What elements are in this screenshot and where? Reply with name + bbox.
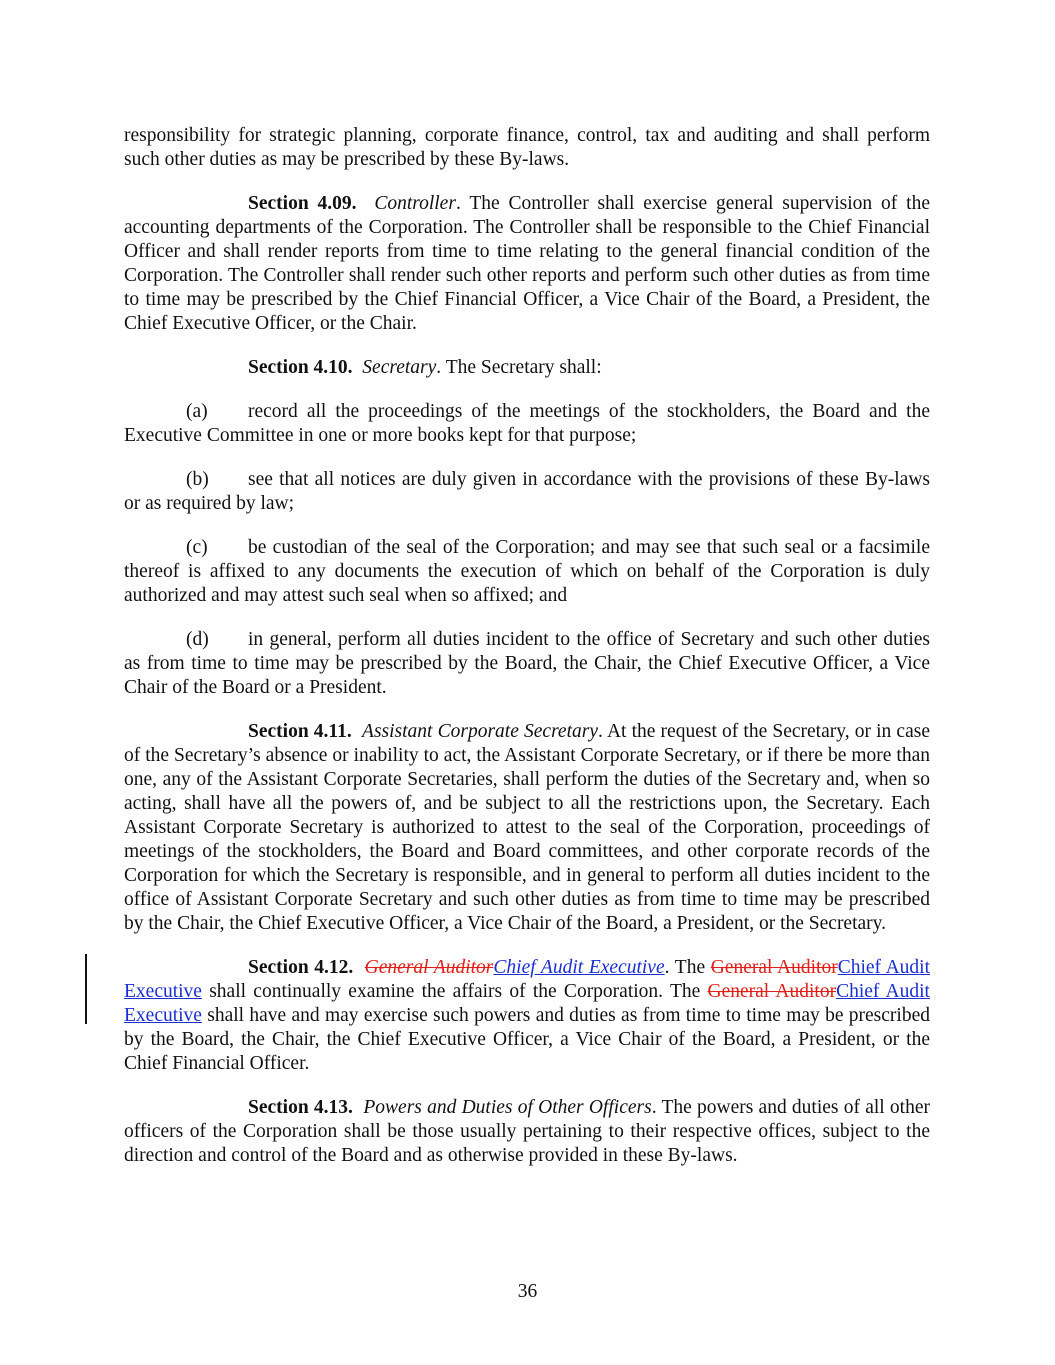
section-body-part: shall continually examine the affairs of the Corporation. The <box>201 981 708 1002</box>
list-item-label: (d) <box>186 629 209 650</box>
list-item-text: see that all notices are duly given in accordance with the provisions of these By-laws or as required by law; <box>124 469 930 514</box>
section-number: Section 4.12. <box>248 957 354 978</box>
section-4-10 <box>124 356 930 380</box>
deleted-text: General Auditor <box>710 957 838 978</box>
list-item-label: (b) <box>186 469 209 490</box>
section-number: Section 4.11. <box>248 721 352 742</box>
section-title: Controller <box>374 193 456 214</box>
section-body-part: . The <box>664 957 711 978</box>
list-item-d <box>124 628 930 700</box>
section-4-12 <box>124 956 930 1076</box>
list-item-label: (c) <box>186 537 208 558</box>
section-body: . The Controller shall exercise general supervision of the accounting departments of the Corporation. The Controller shall be responsible to the Chief Financial Officer and shall render reports from time to time relating to the general financial condition of the Corporation. The Controller shall render such other reports and perform such other duties as from time to time may be prescribed by the Chief Financial Officer, a Vice Chair of the Board, a President, the Chief Executive Officer, or the Chair. <box>124 193 931 334</box>
list-item-label: (a) <box>186 401 208 422</box>
section-body: . At the request of the Secretary, or in case of the Secretary’s absence or inability to act, the Assistant Corporate Secretary, or if there be more than one, any of the Assistant Corporate Secretaries, shall perform the duties of the Secretary and, when so acting, shall have all the powers of, and be subject to all the restrictions upon, the Secretary. Each Assistant Corporate Secretary is authorized to attest to the seal of the Corporation, proceedings of meetings of the stockholders, the Board and Board committees, and other corporate records of the Corporation for which the Secretary is responsible, and in general to perform all duties incident to the office of Assistant Corporate Secretary and such other duties as from time to time may be prescribed by the Chair, the Chief Executive Officer, a Vice Chair of the Board, a President, or the Secretary. <box>124 721 930 934</box>
section-4-09 <box>124 192 930 336</box>
section-body-part: shall have and may exercise such powers and duties as from time to time may be prescribed by the Board, the Chair, the Chief Executive Officer, a Vice Chair of the Board, a President, or the Chief Financial Officer. <box>124 1005 930 1074</box>
section-number: Section 4.09. <box>248 193 357 214</box>
deleted-text: General Auditor <box>707 981 837 1002</box>
inserted-text: Chief Audit Executive <box>124 957 931 1002</box>
section-title: Assistant Corporate Secretary <box>362 721 598 742</box>
section-title: Powers and Duties of Other Officers <box>363 1097 652 1118</box>
list-item-text: be custodian of the seal of the Corporation; and may see that such seal or a facsimile thereof is affixed to any documents the execution of which on behalf of the Corporation is duly authorized and may attest such seal when so affixed; and <box>124 537 930 606</box>
inserted-title: Chief Audit Executive <box>493 957 665 978</box>
page-number: 36 <box>517 1281 538 1302</box>
list-item-a <box>124 400 930 448</box>
deleted-title: General Auditor <box>364 957 494 978</box>
revision-change-bar <box>85 954 87 1024</box>
section-number: Section 4.10. <box>248 357 353 378</box>
list-item-c <box>124 536 930 608</box>
section-title: Secretary <box>362 357 437 378</box>
list-item-text: record all the proceedings of the meetings of the stockholders, the Board and the Executive Committee in one or more books kept for that purpose; <box>124 401 930 446</box>
list-item-b <box>124 468 930 516</box>
document-page <box>124 124 930 1188</box>
section-4-13 <box>124 1096 930 1168</box>
section-body: . The powers and duties of all other officers of the Corporation shall be those usually pertaining to their respective offices, subject to the direction and control of the Board and as otherwise provided in these By-laws. <box>124 1097 930 1166</box>
section-number: Section 4.13. <box>248 1097 353 1118</box>
list-item-text: in general, perform all duties incident to the office of Secretary and such other duties as from time to time may be prescribed by the Board, the Chair, the Chief Executive Officer, a Vice Chair of the Board or a President. <box>124 629 930 698</box>
inserted-text: Chief Audit Executive <box>124 981 930 1026</box>
section-4-11 <box>124 720 930 936</box>
section-body: . The Secretary shall: <box>436 357 602 378</box>
intro-paragraph: responsibility for strategic planning, corporate finance, control, tax and auditing and shall perform such other duties as may be prescribed by these By-laws. <box>124 125 930 170</box>
